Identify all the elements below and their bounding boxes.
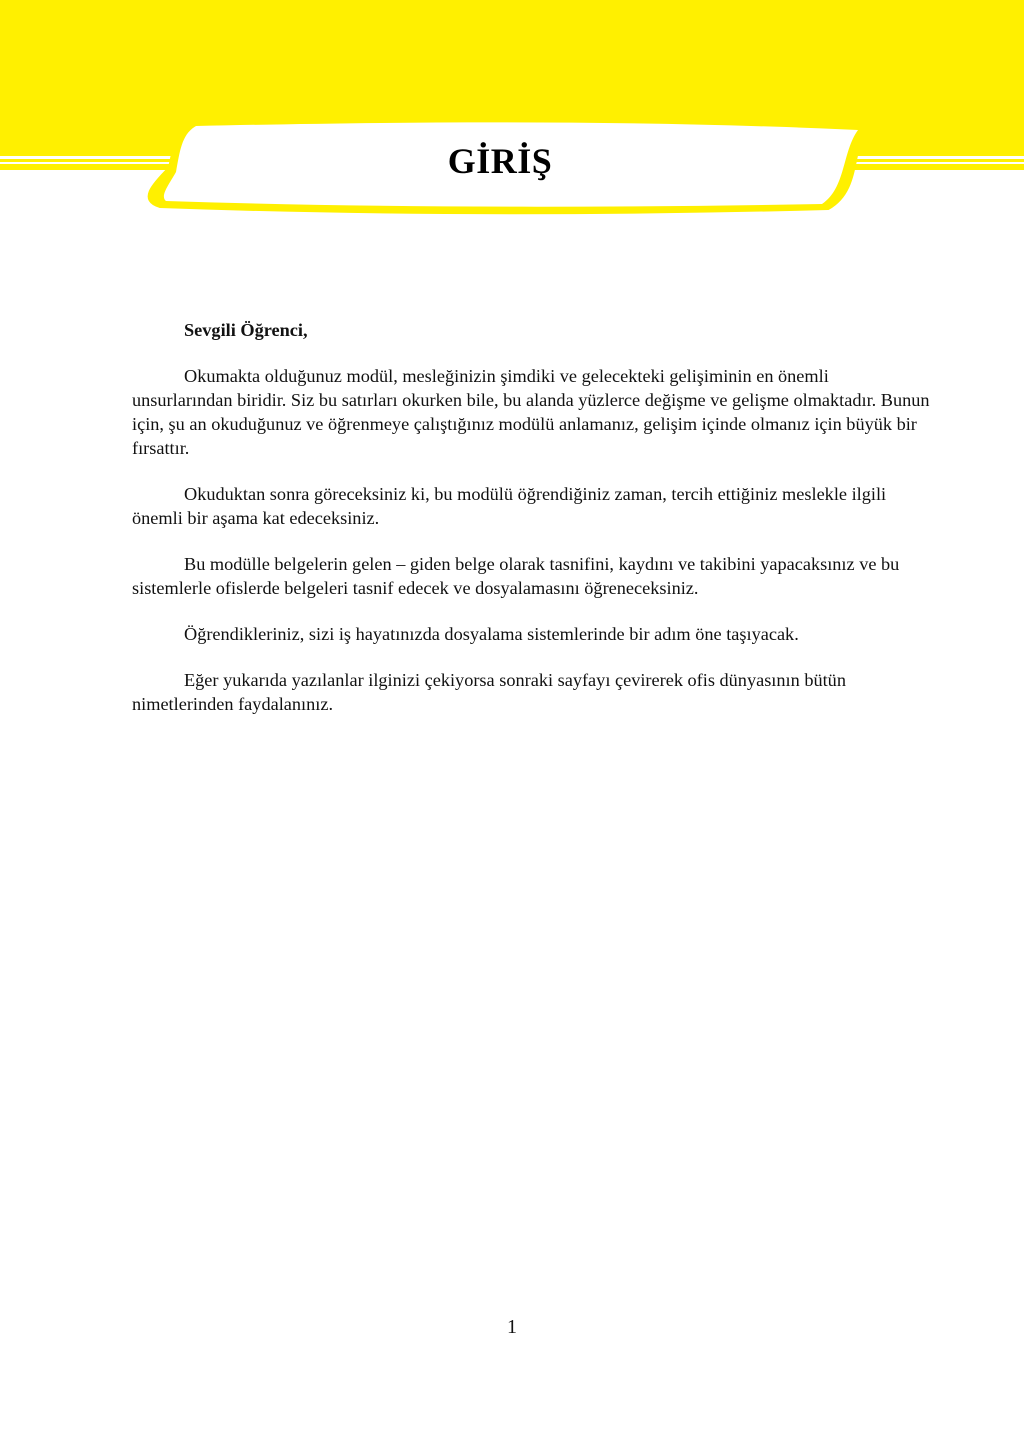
paragraph: Okumakta olduğunuz modül, mesleğinizin şimdiki ve gelecekteki gelişiminin en önemli unsurlarından biridir. Siz bu satırları okurken bile, bu alanda yüzlerce değişme ve gelişme olmaktadır. Bunun için, şu an okuduğunuz ve öğrenmeye çalıştığınız modülü anlamanız, gelişim içinde olmanız için büyük bir fırsattır.	[132, 366, 930, 458]
page-title: GİRİŞ	[447, 141, 553, 181]
header-banner	[0, 0, 1024, 220]
header-banner-shape	[0, 0, 1024, 220]
letter-body	[132, 318, 932, 738]
paragraph: Öğrendikleriniz, sizi iş hayatınızda dosyalama sistemlerinde bir adım öne taşıyacak.	[184, 624, 799, 644]
paragraph: Okuduktan sonra göreceksiniz ki, bu modülü öğrendiğiniz zaman, tercih ettiğiniz meslekle ilgili önemli bir aşama kat edeceksiniz.	[132, 484, 887, 528]
salutation: Sevgili Öğrenci,	[184, 320, 308, 340]
paragraph: Bu modülle belgelerin gelen – giden belge olarak tasnifini, kaydını ve takibini yapacaksınız ve bu sistemlerle ofislerde belgeleri tasnif edecek ve dosyalamasını öğreneceksiniz.	[132, 554, 900, 598]
paragraph: Eğer yukarıda yazılanlar ilginizi çekiyorsa sonraki sayfayı çevirerek ofis dünyasının bütün nimetlerinden faydalanınız.	[132, 670, 846, 714]
page-number: 1	[507, 1316, 517, 1338]
